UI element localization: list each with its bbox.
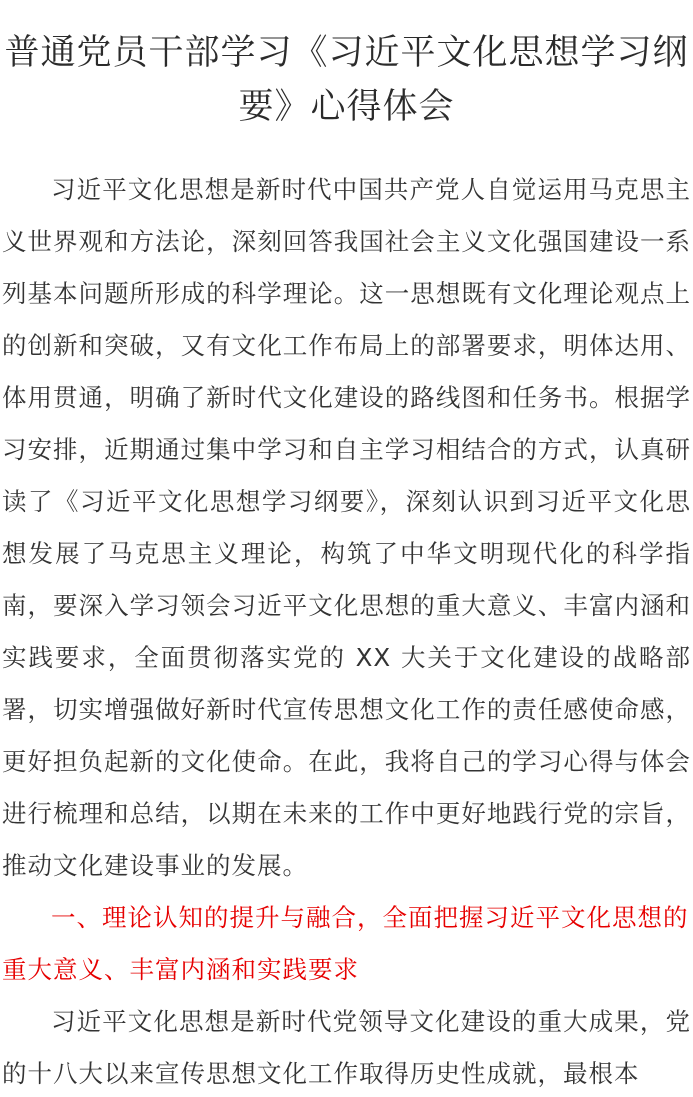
section-heading-1: 一、理论认知的提升与融合，全面把握习近平文化思想的重大意义、丰富内涵和实践要求 (2, 903, 689, 984)
section-1-paragraph: 习近平文化思想是新时代党领导文化建设的重大成果，党的十八大以来宣传思想文化工作取得历史性成就，最根本 (2, 1007, 691, 1088)
article-title: 普通党员干部学习《习近平文化思想学习纲要》心得体会 (4, 33, 689, 127)
intro-paragraph: 习近平文化思想是新时代中国共产党人自觉运用马克思主义世界观和方法论，深刻回答我国社会主义文化强国建设一系列基本问题所形成的科学理论。这一思想既有文化理论观点上的创新和突破，又有文化工作布局上的部署要求，明体达用、体用贯通，明确了新时代文化建设的路线图和任务书。根据学习安排，近期通过集中学习和自主学习相结合的方式，认真研读了《习近平文化思想学习纲要》，深刻认识到习近平文化思想发展了马克思主义理论，构筑了中华文明现代化的科学指南，要深入学习领会习近平文化思想的重大意义、丰富内涵和实践要求，全面贯彻落实党的 XX 大关于文化建设的战略部署，切实增强做好新时代宣传思想文化工作的责任感使命感，更好担负起新的文化使命。在此，我将自己的学习心得与体会进行梳理和总结，以期在未来的工作中更好地践行党的宗旨，推动文化建设事业的发展。 (2, 175, 691, 880)
article-body (0, 164, 693, 1097)
